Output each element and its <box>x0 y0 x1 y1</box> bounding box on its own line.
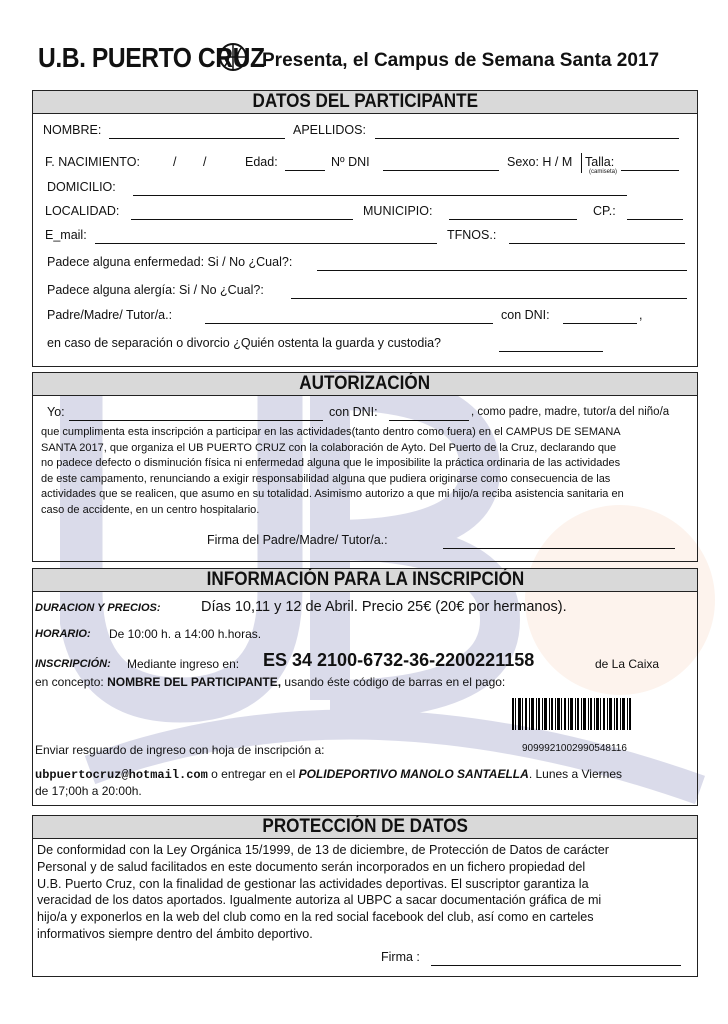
protection-section <box>32 815 698 977</box>
enfermedad-field[interactable] <box>317 270 687 271</box>
authorization-section <box>32 372 698 562</box>
tfnos-field[interactable] <box>509 243 685 244</box>
edad-label: Edad: <box>245 155 278 169</box>
cp-label: CP.: <box>593 204 616 218</box>
yo-label: Yo: <box>47 405 65 419</box>
domicilio-label: DOMICILIO: <box>47 180 116 194</box>
padre-dni-field[interactable] <box>563 323 637 324</box>
nombre-label: NOMBRE: <box>43 123 102 137</box>
auth-dni-label: con DNI: <box>329 405 378 419</box>
yo-field[interactable] <box>69 420 323 421</box>
tfnos-label: TFNOS.: <box>447 228 497 242</box>
auth-como-text: , como padre, madre, tutor/a del niño/a <box>471 406 670 418</box>
duracion-text: Días 10,11 y 12 de Abril. Precio 25€ (20€ por hermanos). <box>201 599 567 615</box>
apellidos-label: APELLIDOS: <box>293 123 366 137</box>
barcode-image <box>510 698 634 740</box>
info-heading: INFORMACIÓN PARA LA INSCRIPCIÓN <box>33 569 697 592</box>
participant-section <box>32 90 698 367</box>
contact-email[interactable]: ubpuertocruz@hotmail.com <box>35 768 208 782</box>
talla-label: Talla: <box>585 155 615 169</box>
padre-field[interactable] <box>205 323 493 324</box>
custodia-field[interactable] <box>499 351 603 352</box>
basketball-icon <box>218 42 248 72</box>
custodia-label: en caso de separación o divorcio ¿Quién ostenta la guarda y custodia? <box>47 336 441 350</box>
con-dni-label: con DNI: <box>501 308 550 322</box>
dni-field[interactable] <box>383 170 499 171</box>
email-field[interactable] <box>95 243 437 244</box>
sexo-label: Sexo: H / M <box>507 155 573 169</box>
enfermedad-label: Padece alguna enfermedad: Si / No ¿Cual?: <box>47 255 293 269</box>
date-separator: / <box>173 155 177 169</box>
nombre-field[interactable] <box>109 138 285 139</box>
camiseta-note: (camiseta) <box>589 169 618 175</box>
email-label: E_mail: <box>45 228 87 242</box>
edad-field[interactable] <box>285 170 325 171</box>
nacimiento-label: F. NACIMIENTO: <box>45 155 140 169</box>
dni-label: Nº DNI <box>331 155 370 169</box>
firma-field[interactable] <box>431 965 681 966</box>
cp-field[interactable] <box>627 219 683 220</box>
domicilio-field[interactable] <box>133 195 627 196</box>
localidad-field[interactable] <box>131 219 353 220</box>
horario-label: HORARIO: <box>35 628 91 640</box>
page-title: Presenta, el Campus de Semana Santa 2017 <box>262 50 660 71</box>
duracion-label: DURACION Y PRECIOS: <box>35 602 161 614</box>
divider <box>581 153 582 173</box>
authorization-text: que cumplimenta esta inscripción a participar en las actividades(tanto dentro como fuera) en el CAMPUS DE SEMANA SANTA 2017, que organiza el UB PUERTO CRUZ con la colaboración de Ayto. Del Puerto de la Cruz, declarando que no padece defecto o disminución física ni enfermedad alguna que le imposibilite la práctica ordinaria de las actividades de este campamento, renunciando a exigir responsabilidad alguna que pudiera originarse como consecuencia de las actividades que se realicen, que asumo en su totalidad. Asimismo autorizo a que mi hijo/a reciba asistencia sanitaria en caso de accidente, en un centro hospitalario. <box>41 426 624 516</box>
barcode-number: 9099921002990548116 <box>522 743 627 754</box>
municipio-label: MUNICIPIO: <box>363 204 433 218</box>
inscripcion-text: Mediante ingreso en: <box>127 657 240 671</box>
apellidos-field[interactable] <box>375 138 679 139</box>
participant-heading: DATOS DEL PARTICIPANTE <box>33 91 697 114</box>
date-separator: / <box>203 155 207 169</box>
inscripcion-label: INSCRIPCIÓN: <box>35 658 111 670</box>
concepto-text: en concepto: NOMBRE DEL PARTICIPANTE, usando éste código de barras en el pago: <box>35 675 506 689</box>
protection-heading: PROTECCIÓN DE DATOS <box>33 816 697 839</box>
club-logo: U.B. PUERTO CRUZ <box>38 42 265 73</box>
protection-text: De conformidad con la Ley Orgánica 15/1999, de 13 de diciembre, de Protección de Datos de carácter Personal y de salud facilitados en este documento serán incorporados en un fichero propiedad del U.B. Puerto Cruz, con la finalidad de gestionar las actividades deportivas. El suscriptor garantiza la veracidad de los datos aportados. Igualmente autoriza al UBPC a sacar documentación gráfica de mi hijo/a y exponerlos en la web del club como en la red social facebook del club, así como en carteles informativos siempre dentro del ámbito deportivo. <box>37 843 609 941</box>
iban-number: ES 34 2100-6732-36-2200221158 <box>263 650 535 670</box>
talla-field[interactable] <box>621 170 679 171</box>
padre-label: Padre/Madre/ Tutor/a.: <box>47 308 173 322</box>
horario-text: De 10:00 h. a 14:00 h.horas. <box>109 627 262 641</box>
enviar-text: Enviar resguardo de ingreso con hoja de inscripción a: <box>35 743 325 757</box>
municipio-field[interactable] <box>449 219 577 220</box>
contact-text: ubpuertocruz@hotmail.com o entregar en el POLIDEPORTIVO MANOLO SANTAELLA. Lunes a Viernes <box>35 767 622 782</box>
comma: , <box>639 308 643 322</box>
info-section <box>32 568 698 806</box>
firma-padre-field[interactable] <box>443 548 675 549</box>
auth-dni-field[interactable] <box>389 420 469 421</box>
localidad-label: LOCALIDAD: <box>45 204 120 218</box>
bank-name: de La Caixa <box>595 657 660 671</box>
alergia-label: Padece alguna alergía: Si / No ¿Cual?: <box>47 283 264 297</box>
alergia-field[interactable] <box>291 298 687 299</box>
authorization-heading: AUTORIZACIÓN <box>33 373 697 396</box>
hours-text: de 17;00h a 20:00h. <box>35 784 142 798</box>
firma-label: Firma : <box>381 950 420 964</box>
firma-padre-label: Firma del Padre/Madre/ Tutor/a.: <box>207 533 388 547</box>
